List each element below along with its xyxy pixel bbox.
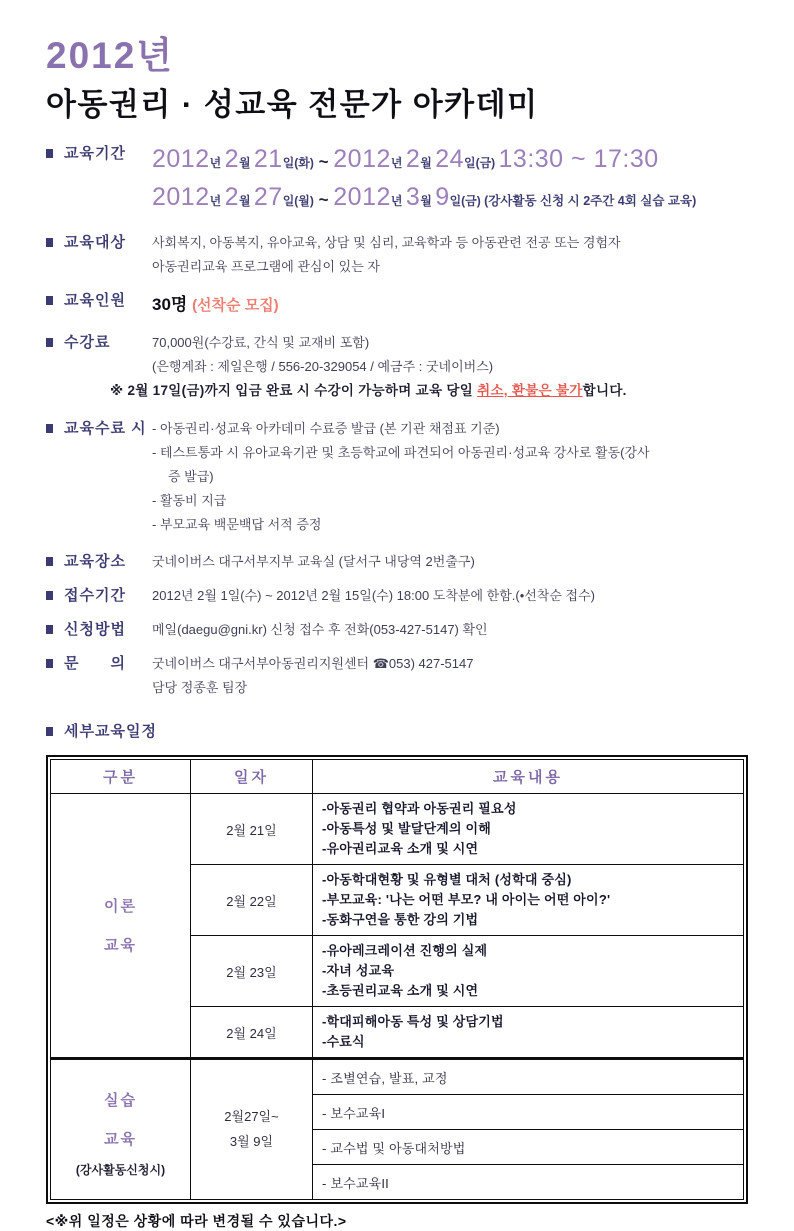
square-bullet-icon [46, 591, 53, 600]
title-year: 2012년 [46, 35, 175, 76]
contents-cell: - 보수교육I [313, 1095, 744, 1130]
contents-cell: -아동학대현황 및 유형별 대처 (성학대 중심) -부모교육: '나는 어떤 부모? 내 아이는 어떤 아이?' -동화구연을 통한 강의 기법 [313, 865, 744, 936]
square-bullet-icon [46, 727, 53, 736]
date-cell: 2월 21일 [191, 794, 313, 865]
section-contact [46, 652, 748, 700]
section-label: 신청방법 [64, 621, 126, 639]
header-contents: 교육내용 [313, 760, 744, 794]
practice-date-cell: 2월27일~ 3월 9일 [191, 1059, 313, 1200]
section-completion [46, 417, 748, 537]
section-label: 교육기간 [64, 145, 126, 163]
contents-cell: - 보수교육II [313, 1165, 744, 1200]
theory-category-cell: 이론 교육 [51, 794, 191, 1059]
fee-bank-account: (은행계좌 : 제일은행 / 556-20-329054 / 예금주 : 굿네이버스) [152, 358, 494, 374]
contents-cell: -유아레크레이션 진행의 실제 -자녀 성교육 -초등권리교육 소개 및 시연 [313, 936, 744, 1007]
section-period [46, 142, 748, 218]
period-line-1: 2012년 2월 21일(화) ~ 2012년 2월 24일(금) 13:30 ~ 17:30 [152, 145, 659, 174]
table-header-row [51, 760, 744, 794]
square-bullet-icon [46, 338, 53, 347]
section-fee [46, 331, 748, 404]
section-label: 교육장소 [64, 553, 126, 571]
schedule-table-frame [46, 755, 748, 1204]
fee-refund-notice: ※ 2월 17일(금)까지 입금 완료 시 수강이 가능하며 교육 당일 취소, 환불은 불가합니다. [110, 382, 627, 398]
section-venue [46, 550, 748, 574]
square-bullet-icon [46, 238, 53, 247]
completion-benefits-list: - 아동권리·성교육 아카데미 수료증 발급 (본 기관 채점표 기준) - 테스트통과 시 유아교육기관 및 초등학교에 파견되어 아동권리·성교육 강사로 활동(강사증 발급) - 활동비 지급 - 부모교육 백문백답 서적 증정 [152, 420, 650, 533]
practice-category-cell [51, 1059, 191, 1200]
page-title: 아동권리 · 성교육 전문가 아카데미 [46, 86, 539, 122]
square-bullet-icon [46, 424, 53, 433]
schedule-table [50, 759, 744, 1200]
square-bullet-icon [46, 625, 53, 634]
apply-method-text: 메일(daegu@gni.kr) 신청 접수 후 전화(053-427-5147) 확인 [152, 622, 488, 638]
apply-period-text: 2012년 2월 1일(수) ~ 2012년 2월 15일(수) 18:00 도착분에 한함.(•선착순 접수) [152, 588, 595, 604]
section-apply-method [46, 618, 748, 642]
header-category: 구분 [51, 760, 191, 794]
section-label: 접수기간 [64, 587, 126, 605]
period-line-2: 2012년 2월 27일(월) ~ 2012년 3월 9일(금) (강사활동 신청 시 2주간 4회 실습 교육) [152, 183, 697, 212]
square-bullet-icon [46, 659, 53, 668]
schedule-change-note: <※위 일정은 상황에 따라 변경될 수 있습니다.> [46, 1213, 347, 1230]
section-schedule-heading [46, 720, 748, 744]
square-bullet-icon [46, 557, 53, 566]
fee-content [110, 331, 627, 404]
fee-amount: 70,000원(수강료, 간식 및 교재비 포함) [152, 334, 370, 350]
contact-content [152, 652, 473, 700]
square-bullet-icon [46, 149, 53, 158]
date-cell: 2월 24일 [191, 1007, 313, 1059]
date-cell: 2월 22일 [191, 865, 313, 936]
section-label: 문 의 [64, 655, 126, 673]
table-row [51, 794, 744, 865]
table-row [51, 1059, 744, 1095]
section-label: 교육수료 시 [64, 419, 147, 437]
contact-phone-line: 굿네이버스 대구서부아동권리지원센터 ☎053) 427-5147 [152, 656, 474, 672]
section-target [46, 231, 748, 279]
period-content [152, 142, 696, 218]
practice-category-lines: 실습 교육 [104, 1092, 137, 1149]
target-content: 사회복지, 아동복지, 유아교육, 상담 및 심리, 교육학과 등 아동관련 전공 또는 경험자 아동권리교육 프로그램에 관심이 있는 자 [152, 235, 621, 275]
contents-cell: -학대피해아동 특성 및 상담기법 -수료식 [313, 1007, 744, 1059]
square-bullet-icon [46, 296, 53, 305]
date-cell: 2월 23일 [191, 936, 313, 1007]
contents-cell: - 교수법 및 아동대처방법 [313, 1130, 744, 1165]
section-label: 수강료 [64, 333, 111, 351]
contents-cell: - 조별연습, 발표, 교정 [313, 1059, 744, 1095]
schedule-heading-label: 세부교육일정 [64, 723, 157, 741]
section-apply-period [46, 584, 748, 608]
venue-text: 굿네이버스 대구서부지부 교육실 (달서구 내당역 2번출구) [152, 554, 475, 570]
section-label: 교육대상 [64, 234, 126, 252]
contact-manager-line: 담당 정종훈 팀장 [152, 680, 248, 696]
section-capacity [46, 289, 748, 320]
practice-category-note: (강사활동신청시) [75, 1163, 166, 1178]
capacity-content: 30명 (선착순 모집) [152, 295, 279, 315]
contents-cell: -아동권리 협약과 아동권리 필요성 -아동특성 및 발달단계의 이해 -유아권리교육 소개 및 시연 [313, 794, 744, 865]
header-date: 일자 [191, 760, 313, 794]
section-label: 교육인원 [64, 292, 126, 310]
